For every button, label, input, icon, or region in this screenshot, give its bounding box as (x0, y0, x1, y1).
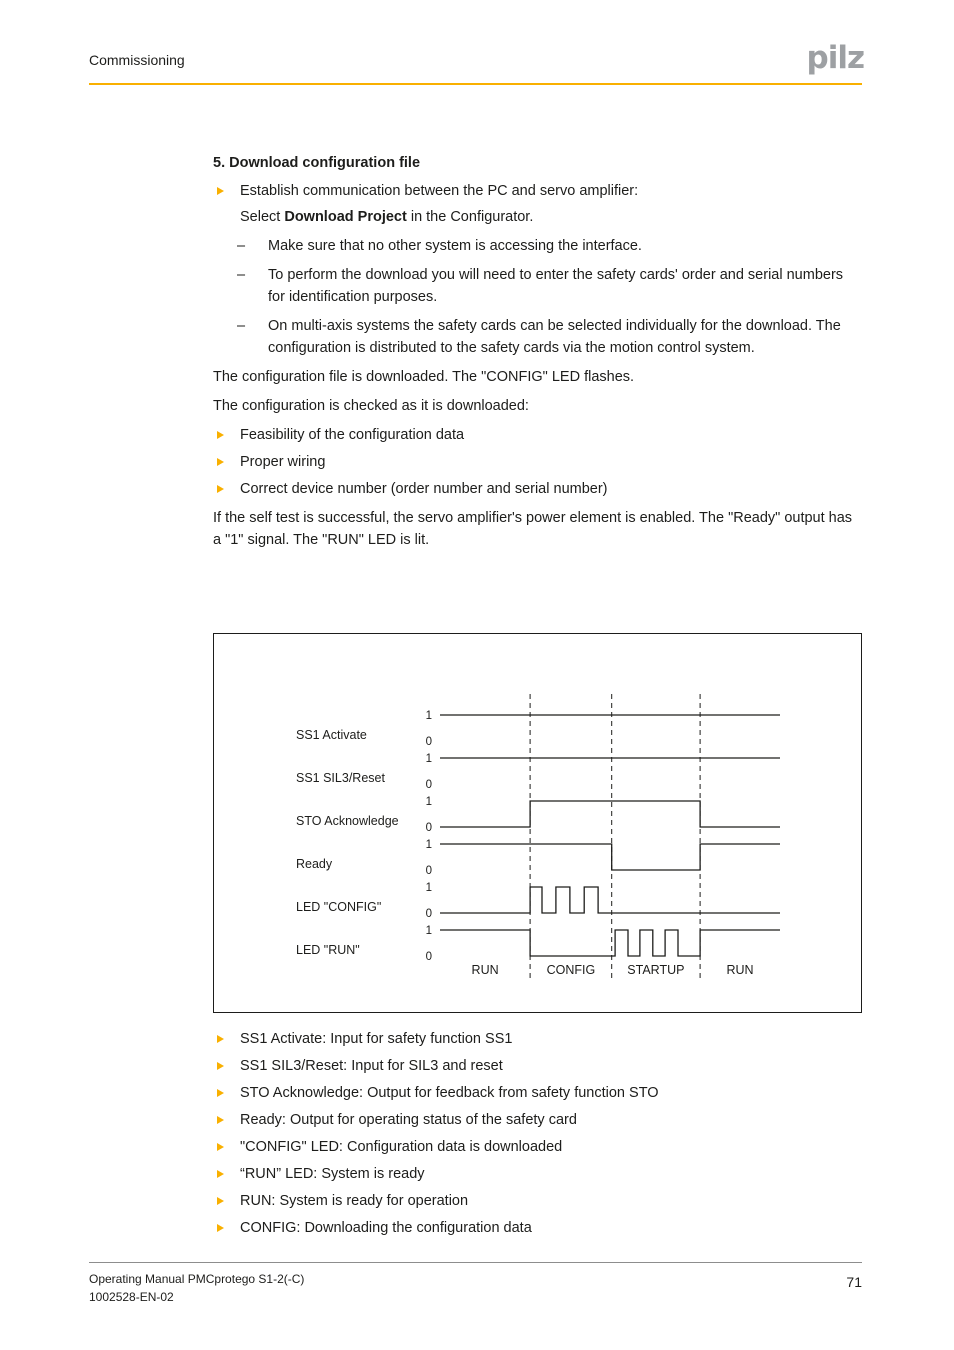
content-area (213, 152, 863, 558)
level-low-label: 0 (425, 736, 432, 748)
paragraph: The configuration is checked as it is downloaded: (213, 398, 529, 414)
step-text (240, 206, 863, 228)
phase-label: RUN (726, 963, 754, 977)
bullet-arrow-icon (217, 1224, 224, 1232)
check-item-text: Correct device number (order number and serial number) (240, 481, 608, 497)
paragraph: The configuration file is downloaded. The "CONFIG" LED flashes. (213, 369, 635, 385)
level-low-label: 0 (425, 865, 432, 877)
bullet-arrow-icon (217, 1116, 224, 1124)
list-item (237, 264, 863, 308)
level-high-label: 1 (425, 753, 432, 765)
check-item-text: Proper wiring (240, 454, 326, 470)
level-low-label: 0 (425, 779, 432, 791)
paragraph: If the self test is successful, the servo amplifier's power element is enabled. The "Ready" output has a "1" signal. The "RUN" LED is lit. (213, 510, 853, 548)
legend-item-text: SS1 SIL3/Reset: Input for SIL3 and reset (240, 1058, 503, 1074)
legend-item-text: SS1 Activate: Input for safety function SS1 (240, 1031, 513, 1047)
check-list (213, 424, 863, 500)
pilz-logo: pilz (806, 40, 864, 76)
sub-list (237, 235, 863, 359)
waveform (440, 844, 780, 870)
sub-item-text: On multi-axis systems the safety cards can be selected individually for the download. The configuration is distributed to the safety cards via the motion control system. (268, 318, 841, 356)
list-item (237, 235, 863, 257)
bullet-arrow-icon (217, 1143, 224, 1151)
bullet-arrow-icon (217, 187, 224, 195)
dash-marker: – (237, 318, 246, 334)
list-item (213, 1028, 863, 1050)
list-item (213, 424, 863, 446)
signal-label: SS1 Activate (296, 728, 367, 742)
page-number: 71 (846, 1274, 862, 1290)
header-rule (89, 83, 862, 85)
level-high-label: 1 (425, 710, 432, 722)
level-high-label: 1 (425, 925, 432, 937)
list-item (213, 1217, 863, 1239)
footer-rule (89, 1262, 862, 1263)
legend-item-text: STO Acknowledge: Output for feedback from safety function STO (240, 1085, 659, 1101)
level-low-label: 0 (425, 908, 432, 920)
list-item (213, 1055, 863, 1077)
breadcrumb: Commissioning (89, 52, 185, 68)
bullet-arrow-icon (217, 1170, 224, 1178)
signal-label: LED "CONFIG" (296, 900, 382, 914)
dash-marker: – (237, 238, 246, 254)
bullet-arrow-icon (217, 1062, 224, 1070)
phase-label: CONFIG (546, 963, 596, 977)
timing-diagram-svg (214, 634, 860, 1012)
list-item (213, 1082, 863, 1104)
level-high-label: 1 (425, 839, 432, 851)
legend-list (213, 1028, 863, 1244)
signal-label: SS1 SIL3/Reset (296, 771, 385, 785)
step-text: Establish communication between the PC and servo amplifier: (240, 183, 639, 199)
legend-item-text: "CONFIG" LED: Configuration data is downloaded (240, 1139, 563, 1155)
dash-marker: – (237, 267, 246, 283)
signal-label: STO Acknowledge (296, 814, 399, 828)
bullet-arrow-icon (217, 1197, 224, 1205)
bullet-arrow-icon (217, 431, 224, 439)
text-run: Select (240, 209, 285, 225)
legend-item-text: RUN: System is ready for operation (240, 1193, 469, 1209)
list-item (213, 180, 863, 359)
list-item (213, 451, 863, 473)
check-item-text: Feasibility of the configuration data (240, 427, 465, 443)
legend-item-text: CONFIG: Downloading the configuration data (240, 1220, 532, 1236)
timing-diagram-figure (213, 633, 862, 1013)
bullet-arrow-icon (217, 1089, 224, 1097)
waveform (440, 887, 780, 913)
level-high-label: 1 (425, 882, 432, 894)
level-high-label: 1 (425, 796, 432, 808)
waveform (440, 801, 780, 827)
text-run-bold: Download Project (284, 209, 407, 225)
step-heading: 5. Download configuration file (213, 155, 421, 171)
text-run: in the Configurator. (406, 209, 534, 225)
bullet-arrow-icon (217, 458, 224, 466)
sub-item-text: To perform the download you will need to enter the safety cards' order and serial numbers for identification purposes. (268, 267, 844, 305)
signal-label: LED "RUN" (296, 943, 360, 957)
list-item (213, 1136, 863, 1158)
sub-item-text: Make sure that no other system is accessing the interface. (268, 238, 642, 254)
phase-label: RUN (471, 963, 499, 977)
footer-document-title: Operating Manual PMCprotego S1-2(-C) (89, 1272, 305, 1286)
level-low-label: 0 (425, 951, 432, 963)
legend-item-text: “RUN” LED: System is ready (240, 1166, 425, 1182)
phase-label: STARTUP (627, 963, 685, 977)
bullet-arrow-icon (217, 485, 224, 493)
list-item (213, 1109, 863, 1131)
waveform (440, 930, 780, 956)
bullet-arrow-icon (217, 1035, 224, 1043)
list-item (213, 1163, 863, 1185)
list-item (237, 315, 863, 359)
level-low-label: 0 (425, 822, 432, 834)
legend-item-text: Ready: Output for operating status of the safety card (240, 1112, 577, 1128)
signal-label: Ready (296, 857, 333, 871)
footer-document-number: 1002528-EN-02 (89, 1290, 174, 1304)
list-item (213, 1190, 863, 1212)
list-item (213, 478, 863, 500)
